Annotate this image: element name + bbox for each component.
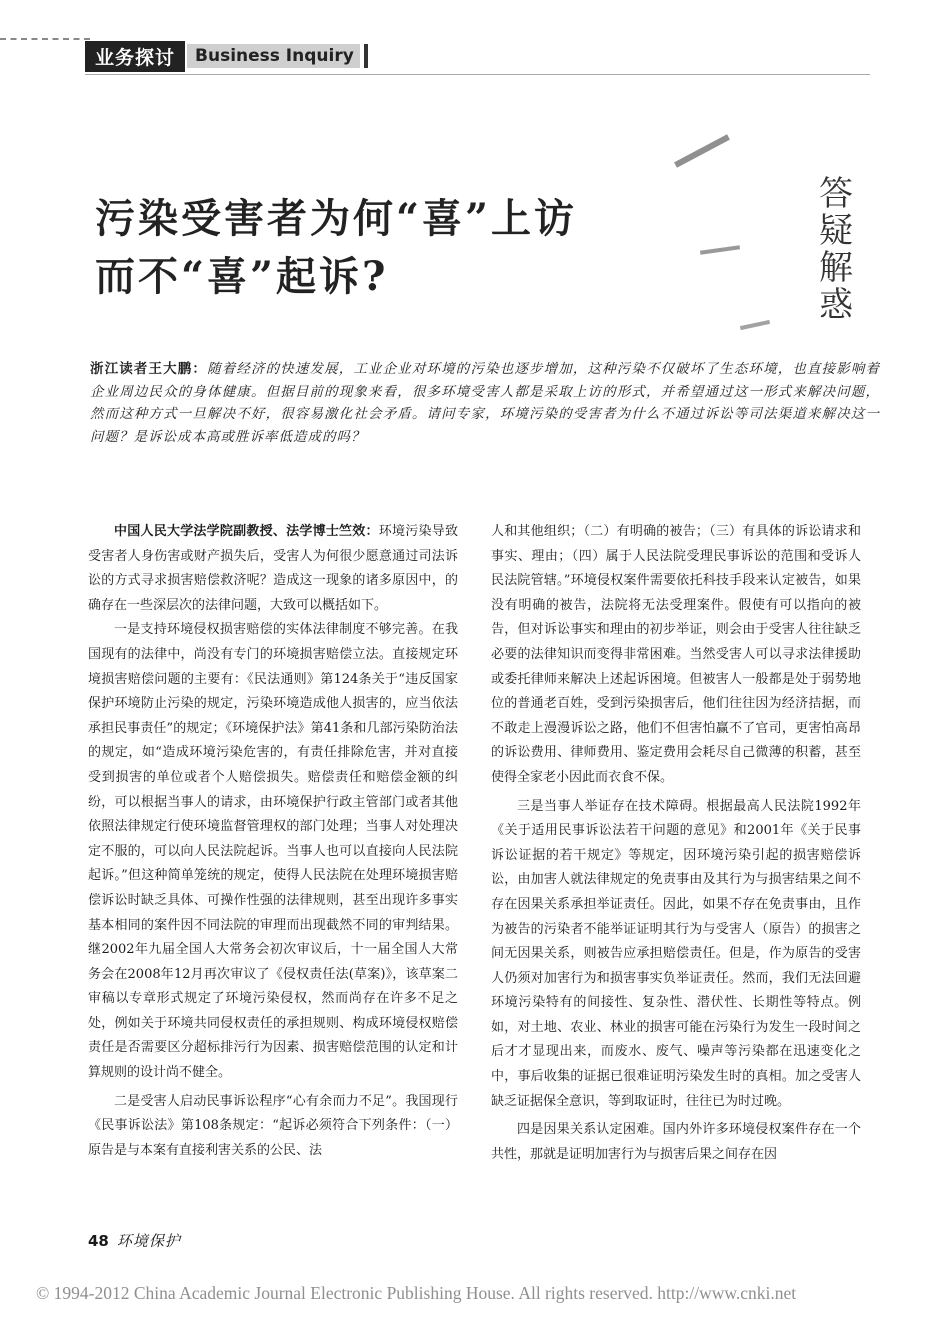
article-title-line-2: 而不“喜”起诉? <box>95 253 389 300</box>
page-number: 48 <box>88 1232 109 1250</box>
body-paragraph: 四是因果关系认定困难。国内外许多环境侵权案件存在一个共性，那就是证明加害行为与损害后果之间存在因 <box>491 1122 861 1162</box>
body-paragraph: 三是当事人举证存在技术障碍。根据最高人民法院1992年《关于适用民事诉讼法若干问题的意见》和2001年《关于民事诉讼证据的若干规定》等规定，因环境污染引起的损害赔偿诉讼，由加害人就法律规定的免责事由及其行为与损害结果之间不存在因果关系承担举证责任。因此，如果不存在免责事由，且作为被告的污染者不能举证证明其行为与受害人（原告）的损害之间无因果关系，则被告应承担赔偿责任。但是，作为原告的受害人仍须对加害行为和损害事实负举证责任。然而，我们无法回避环境污染特有的间接性、复杂性、潜伏性、长期性等特点。例如，对土地、农业、林业的损害可能在污染行为发生一段时间之后才才显现出来，而废水、废气、噪声等污染都在迅速变化之中，事后收集的证据已很难证明污染发生时的真相。加之受害人缺乏证据保全意识，等到取证时，往往已为时过晚。 <box>491 798 861 1109</box>
column-label-char: 答 <box>819 174 853 214</box>
section-title-en: Business Inquiry <box>187 44 360 68</box>
section-bar-decoration <box>364 44 368 68</box>
copyright-notice: © 1994-2012 China Academic Journal Electronic Publishing House. All rights reserved. http://www.cnki.net <box>36 1283 797 1303</box>
body-column-right <box>491 520 861 1167</box>
brush-stroke-decoration <box>700 245 740 255</box>
brush-stroke-decoration <box>674 134 730 167</box>
question-asker: 浙江读者王大鹏： <box>90 361 208 377</box>
body-paragraph: 一是支持环境侵权损害赔偿的实体法律制度不够完善。在我国现有的法律中，尚没有专门的环境损害赔偿立法。直接规定环境损害赔偿问题的主要有：《民法通则》第124条关于“违反国家保护环境防止污染的规定，污染环境造成他人损害的，应当依法承担民事责任”的规定；《环境保护法》第41条和几部污染防治法的规定，如“造成环境污染危害的，有责任排除危害，并对直接受到损害的单位或者个人赔偿损失。赔偿责任和赔偿金额的纠纷，可以根据当事人的请求，由环境保护行政主管部门或者其他依照法律规定行使环境监督管理权的部门处理；当事人对处理决定不服的，可以向人民法院起诉。当事人也可以直接向人民法院起诉。”但这种简单笼统的规定，使得人民法院在处理环境损害赔偿诉讼时缺乏具体、可操作性强的法律规则，甚至出现许多事实基本相同的案件因不同法院的审理而出现截然不同的审判结果。继2002年九届全国人大常务会初次审议后，十一届全国人大常务会在2008年12月再次审议了《侵权责任法(草案)》，该草案二审稿以专章形式规定了环境污染侵权，然而尚存在许多不足之处，例如关于环境共同侵权责任的承担规则、构成环境侵权赔偿责任是否需要区分超标排污行为因素、损害赔偿范围的认定和计算规则的设计尚不健全。 <box>88 622 458 1081</box>
article-title-line-1: 污染受害者为何“喜”上访 <box>95 195 578 242</box>
section-header <box>85 40 368 72</box>
section-title-cn: 业务探讨 <box>85 41 185 72</box>
body-paragraph: 人和其他组织；（二）有明确的被告；（三）有具体的诉讼请求和事实、理由；（四）属于人民法院受理民事诉讼的范围和受诉人民法院管辖。”环境侵权案件需要依托科技手段来认定被告，如果没有明确的被告，法院将无法受理案件。假使有可以指向的被告，但对诉讼事实和理由的初步举证，则会由于受害人往往缺乏必要的法律知识而变得非常困难。当然受害人可以寻求法律援助或委托律师来解决上述起诉困境。但被害人一般都是处于弱势地位的普通老百姓，受到污染损害后，他们往往因为经济拮据，而不敢走上漫漫诉讼之路，他们不但害怕赢不了官司，更害怕高昂的诉讼费用、律师费用、鉴定费用会耗尽自己微薄的积蓄，甚至使得全家老小因此而衣食不保。 <box>491 524 861 785</box>
column-label-char: 解 <box>819 248 853 288</box>
header-dash-line <box>0 38 90 40</box>
body-paragraph: 中国人民大学法学院副教授、法学博士竺效：环境污染导致受害者人身伤害或财产损失后，受害人为何很少愿意通过司法诉讼的方式寻求损害赔偿救济呢？造成这一现象的诸多原因中，的确存在一些深层次的法律问题，大致可以概括如下。 <box>88 524 458 613</box>
header-rule <box>85 74 870 75</box>
page-footer <box>88 1230 181 1251</box>
answerer-name: 中国人民大学法学院副教授、法学博士竺效： <box>114 524 379 539</box>
reader-question <box>90 358 880 448</box>
column-label-char: 惑 <box>819 285 853 325</box>
column-label <box>812 176 860 324</box>
brush-stroke-decoration <box>740 320 770 330</box>
question-text: 随着经济的快速发展，工业企业对环境的污染也逐步增加，这种污染不仅破坏了生态环境，也直接影响着企业周边民众的身体健康。但据目前的现象来看，很多环境受害人都是采取上访的形式，并希望通过这一形式来解决问题，然而这种方式一旦解决不好，很容易激化社会矛盾。请问专家，环境污染的受害者为什么不通过诉讼等司法渠道来解决这一问题？是诉讼成本高或胜诉率低造成的吗？ <box>90 361 881 445</box>
body-paragraph: 二是受害人启动民事诉讼程序“心有余而力不足”。我国现行《民事诉讼法》第108条规定：“起诉必须符合下列条件：（一）原告是与本案有直接利害关系的公民、法 <box>88 1093 458 1158</box>
body-column-left <box>88 520 458 1163</box>
journal-name: 环境保护 <box>116 1232 181 1250</box>
article-title <box>95 190 695 306</box>
column-label-char: 疑 <box>819 211 853 251</box>
